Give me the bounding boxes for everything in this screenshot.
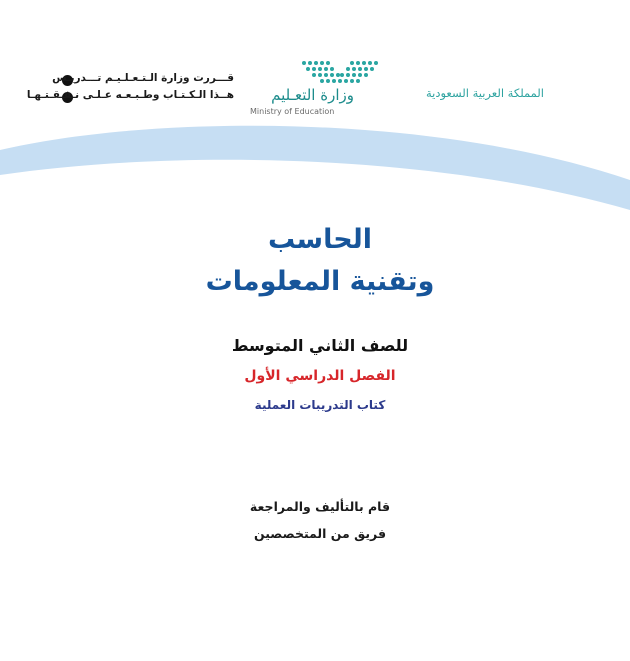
kingdom-label: المملكة العربية السعودية: [426, 86, 544, 100]
book-title-line-2: وتقنية المعلومات: [205, 266, 435, 297]
ministry-name-arabic: وزارة التعـليم: [271, 86, 354, 104]
decorative-swoosh: [0, 120, 630, 240]
approval-note-line-1: قـــررت وزارة الـتـعـلـيـم تـــدريـس: [52, 72, 234, 84]
credits-line-2: فريق من المتخصصين: [253, 526, 387, 541]
ministry-logo: [250, 58, 392, 120]
grade-label: للصف الثاني المتوسط: [231, 336, 409, 355]
approval-note-line-2: هــذا الـكـتـاب وطـبـعـه عـلـى نـفـقـتـهـا: [26, 89, 234, 101]
credits-line-1: قام بالتأليف والمراجعة: [249, 499, 391, 514]
ministry-logo-dots-icon: [300, 58, 380, 84]
semester-label: الفصل الدراسي الأول: [244, 368, 396, 384]
ministry-name-english: Ministry of Education: [250, 107, 335, 116]
book-title-line-1: الحاسب: [267, 224, 373, 255]
book-type-label: كتاب التدريبات العملية: [254, 398, 386, 412]
